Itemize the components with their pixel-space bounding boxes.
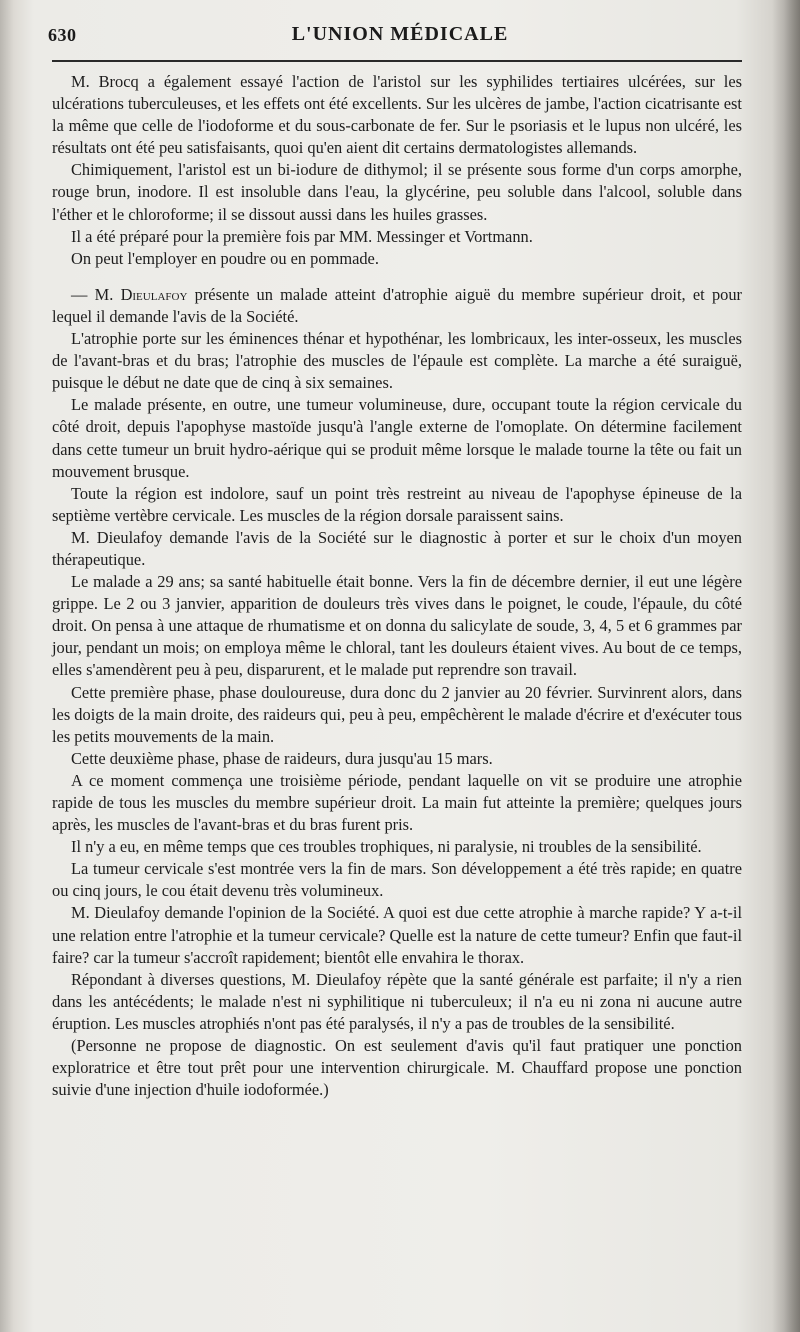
paragraph-questions: M. Dieulafoy demande l'opinion de la Société. A quoi est due cette atrophie à marche rapide? Y a-t-il une relation entre l'atrophie et la tumeur cervicale? Quelle est la nature de cette tumeur? Enfin que faut-il faire? car la tumeur s'accroît rapidement; bientôt elle envahira le thorax. bbox=[52, 903, 742, 967]
paragraph-tumor: Le malade présente, en outre, une tumeur volumineuse, dure, occupant toute la région cervicale du côté droit, depuis l'apophyse mastoïde jusqu'à l'angle externe de l'omoplate. On détermine facilement dans cette tumeur un bruit hydro-aérique qui se produit même lorsque le malade tourne la tête ou fait un mouvement brusque. bbox=[52, 395, 742, 481]
paragraph-aristol-origin: Il a été préparé pour la première fois par MM. Messinger et Vortmann. bbox=[71, 226, 533, 246]
paragraph-cervical-tumor: La tumeur cervicale s'est montrée vers la fin de mars. Son développement a été très rapide; en quatre ou cinq jours, le cou était devenu très volumineux. bbox=[52, 859, 742, 901]
paragraph-atrophy: L'atrophie porte sur les éminences thénar et hypothénar, les lombricaux, les inter-osseux, les muscles de l'avant-bras et du bras; l'atrophie des muscles de l'épaule est complète. La marche a été suraiguë, puisque le début ne date que de cinq à six semaines. bbox=[52, 329, 742, 393]
paragraph-request-opinion: M. Dieulafoy demande l'avis de la Société sur le diagnostic à porter et sur le choix d'un moyen thérapeutique. bbox=[52, 527, 742, 569]
paragraph-aristol-usage: On peut l'employer en poudre ou en pommade. bbox=[71, 248, 379, 268]
paragraph-history: Le malade a 29 ans; sa santé habituelle était bonne. Vers la fin de décembre dernier, il eut une légère grippe. Le 2 ou 3 janvier, apparition de douleurs très vives dans le poignet, le coude, l'épaule, du côté droit. On pensa à une attaque de rhumatisme et on donna du salicylate de soude, 3, 4, 5 et 6 grammes par jour, pendant un mois; on employa même le chloral, tant les douleurs étaient vives. Au bout de ce temps, elles s'amendèrent peu à peu, disparurent, et le malade put reprendre son travail. bbox=[52, 572, 742, 680]
article-body bbox=[52, 71, 742, 1101]
speaker-name: Dieulafoy bbox=[120, 284, 188, 304]
header-rule bbox=[52, 60, 742, 62]
paragraph-third-phase: A ce moment commença une troisième période, pendant laquelle on vit se produire une atrophie rapide de tous les muscles du membre supérieur droit. La main fut atteinte la première; quelques jours après, les muscles de l'avant-bras et du bras furent pris. bbox=[52, 770, 742, 835]
paragraph-aristol-brocq: M. Brocq a également essayé l'action de l'aristol sur les syphilides tertiaires ulcérées, sur les ulcérations tuberculeuses, et les effets ont été excellents. Sur les ulcères de jambe, l'action cicatrisante est la même que celle de l'iodoforme et du sous-carbonate de fer. Sur le psoriasis et le lupus non ulcéré, les résultats ont été peu satisfaisants, quoi qu'en aient dit certains dermatologistes allemands. bbox=[52, 72, 742, 158]
paragraph-lead: — M. bbox=[71, 284, 121, 304]
paragraph-second-phase: Cette deuxième phase, phase de raideurs, dura jusqu'au 15 mars. bbox=[71, 748, 493, 768]
running-title: L'UNION MÉDICALE bbox=[291, 23, 509, 45]
paragraph-conclusion: (Personne ne propose de diagnostic. On est seulement d'avis qu'il faut pratiquer une ponction exploratrice et être tout prêt pour une intervention chirurgicale. M. Chauffard propose une ponction suivie d'une injection d'huile iodoformée.) bbox=[52, 1036, 742, 1100]
paragraph-intro-text: présente un malade atteint d'atrophie aiguë du membre supérieur droit, et pour lequel il demande l'avis de la Société. bbox=[52, 284, 742, 326]
paragraph-first-phase: Cette première phase, phase douloureuse, dura donc du 2 janvier au 20 février. Survinrent alors, dans les doigts de la main droite, des raideurs qui, peu à peu, empêchèrent le malade d'écrire et d'exécuter tous les petits mouvements de la main. bbox=[52, 682, 742, 746]
paragraph-dieulafoy-intro bbox=[52, 284, 742, 328]
paragraph-no-paralysis: Il n'y a eu, en même temps que ces troubles trophiques, ni paralysie, ni troubles de la sensibilité. bbox=[71, 837, 702, 857]
paragraph-aristol-chemistry: Chimiquement, l'aristol est un bi-iodure de dithymol; il se présente sous forme d'un corps amorphe, rouge brun, inodore. Il est insoluble dans l'eau, la glycérine, peu soluble dans l'alcool, soluble dans l'éther et le chloroforme; il se dissout aussi dans les huiles grasses. bbox=[52, 160, 742, 224]
paragraph-answers: Répondant à diverses questions, M. Dieulafoy répète que la santé générale est parfaite; il n'y a rien dans les antécédents; le malade n'est ni syphilitique ni tuberculeux; il n'a eu ni zona ni aucune autre éruption. Les muscles atrophiés n'ont pas été paralysés, il n'y a pas de troubles de la sensibilité. bbox=[52, 969, 742, 1033]
page-edge-shadow bbox=[772, 0, 800, 1332]
page-number: 630 bbox=[48, 25, 77, 45]
paragraph-indolent-region: Toute la région est indolore, sauf un point très restreint au niveau de l'apophyse épineuse de la septième vertèbre cervicale. Les muscles de la région dorsale paraissent sains. bbox=[52, 483, 742, 525]
